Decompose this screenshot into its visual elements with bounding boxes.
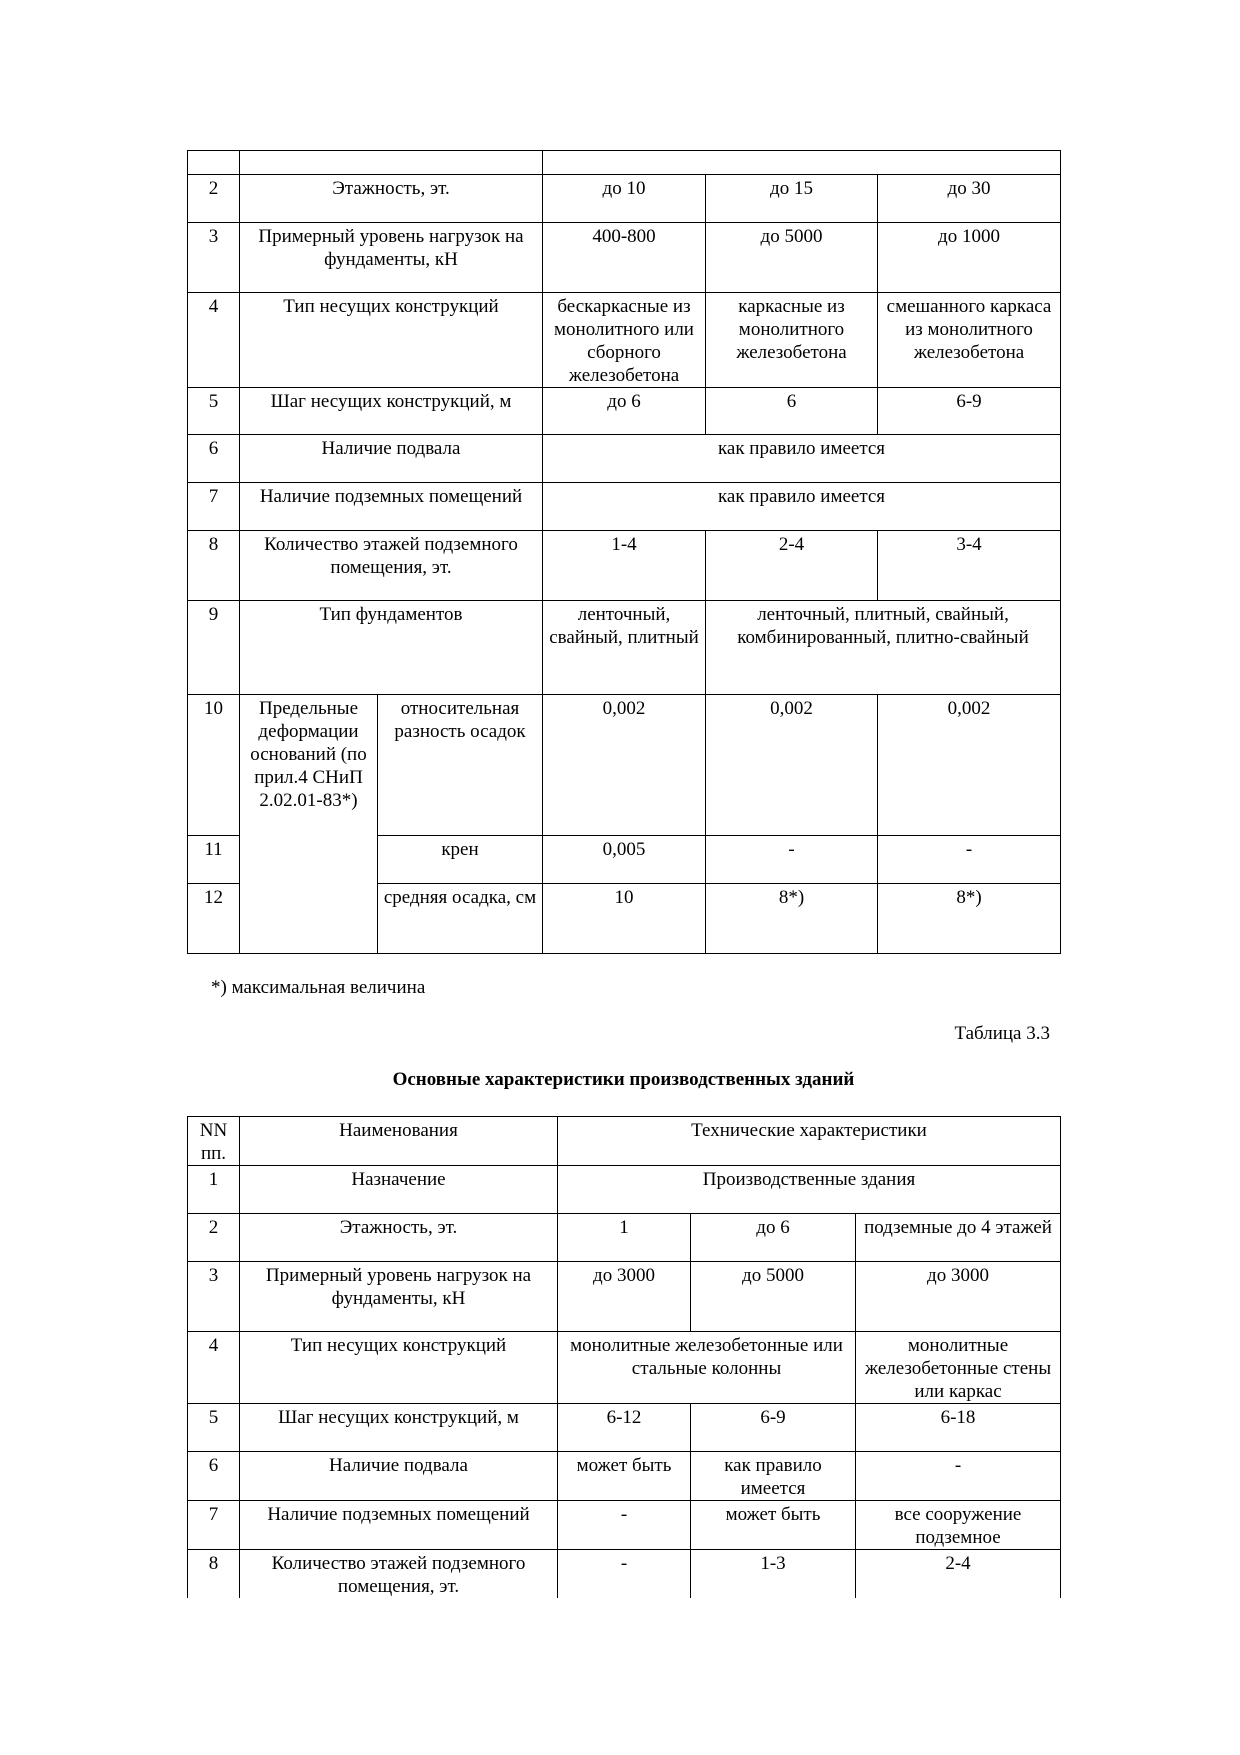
- table-cell: -: [558, 1501, 691, 1550]
- table-row: [188, 531, 1061, 601]
- table-row: [188, 1166, 1061, 1214]
- table-cell: [543, 151, 1061, 175]
- table-row: [188, 695, 1061, 836]
- table-row: [188, 293, 1061, 388]
- table-cell: до 15: [706, 175, 878, 223]
- table-cell: 1-3: [691, 1550, 856, 1599]
- table-cell: 2-4: [856, 1550, 1061, 1599]
- table-cell: может быть: [691, 1501, 856, 1550]
- table-cell: 8*): [878, 884, 1061, 954]
- table-cell: 0,002: [878, 695, 1061, 836]
- row-number: 1: [188, 1166, 240, 1214]
- industrial-buildings-table: [187, 1116, 1061, 1598]
- row-name: Шаг несущих конструкций, м: [240, 388, 543, 435]
- row-number: 2: [188, 1214, 240, 1262]
- table-cell: 8*): [706, 884, 878, 954]
- row-number: 7: [188, 1501, 240, 1550]
- building-characteristics-table: [187, 150, 1061, 954]
- table-cell: до 10: [543, 175, 706, 223]
- table-row: [188, 1214, 1061, 1262]
- table-cell: 3-4: [878, 531, 1061, 601]
- table-row: [188, 1452, 1061, 1501]
- row-number: 11: [188, 836, 240, 884]
- table-cell: [188, 151, 240, 175]
- table-cell: до 3000: [856, 1262, 1061, 1332]
- table-label: Таблица 3.3: [954, 1023, 1050, 1044]
- row-number: 3: [188, 1262, 240, 1332]
- table-cell: -: [706, 836, 878, 884]
- table-cell: все сооружение подземное: [856, 1501, 1061, 1550]
- row-number: 6: [188, 1452, 240, 1501]
- row-subname: относительная разность осадок: [378, 695, 543, 836]
- row-name: Количество этажей подземного помещения, эт.: [240, 531, 543, 601]
- table-title: Основные характеристики производственных зданий: [392, 1069, 855, 1090]
- table-cell: каркасные из монолитного железобетона: [706, 293, 878, 388]
- table-cell: 6: [706, 388, 878, 435]
- row-number: 5: [188, 388, 240, 435]
- table-cell: до 30: [878, 175, 1061, 223]
- table-cell: 2-4: [706, 531, 878, 601]
- row-name: Наличие подвала: [240, 435, 543, 483]
- row-name: Наличие подземных помещений: [240, 483, 543, 531]
- table-cell: до 5000: [691, 1262, 856, 1332]
- table-row: [188, 1332, 1061, 1404]
- table-cell: ленточный, свайный, плитный: [543, 601, 706, 695]
- table-cell: -: [878, 836, 1061, 884]
- table-cell: 1: [558, 1214, 691, 1262]
- row-number: 2: [188, 175, 240, 223]
- table-cell: 6-9: [878, 388, 1061, 435]
- row-number: 4: [188, 293, 240, 388]
- table-cell: -: [856, 1452, 1061, 1501]
- row-number: 5: [188, 1404, 240, 1452]
- table-cell: 1-4: [543, 531, 706, 601]
- row-name: Тип несущих конструкций: [240, 293, 543, 388]
- table-cell: 6-9: [691, 1404, 856, 1452]
- row-name: Тип несущих конструкций: [240, 1332, 558, 1404]
- table-cell: может быть: [558, 1452, 691, 1501]
- column-header: Технические характеристики: [558, 1117, 1061, 1166]
- row-name: Шаг несущих конструкций, м: [240, 1404, 558, 1452]
- table-cell: монолитные железобетонные стены или каркас: [856, 1332, 1061, 1404]
- table-row: [188, 435, 1061, 483]
- row-number: 9: [188, 601, 240, 695]
- row-name: Наличие подземных помещений: [240, 1501, 558, 1550]
- row-number: 10: [188, 695, 240, 836]
- table-cell: 0,002: [706, 695, 878, 836]
- row-name: Этажность, эт.: [240, 1214, 558, 1262]
- table-cell: до 3000: [558, 1262, 691, 1332]
- row-name: Назначение: [240, 1166, 558, 1214]
- table-cell: 10: [543, 884, 706, 954]
- table-header-row: [188, 1117, 1061, 1166]
- row-name: Примерный уровень нагрузок на фундаменты, кН: [240, 1262, 558, 1332]
- table-cell: 6-18: [856, 1404, 1061, 1452]
- table-row: [188, 388, 1061, 435]
- table-cell: смешанного каркаса из монолитного железобетона: [878, 293, 1061, 388]
- row-subname: крен: [378, 836, 543, 884]
- table-cell: монолитные железобетонные или стальные колонны: [558, 1332, 856, 1404]
- table-cell: -: [558, 1550, 691, 1599]
- table-row: [188, 175, 1061, 223]
- table-cell: 0,002: [543, 695, 706, 836]
- table-row: [188, 1501, 1061, 1550]
- table-cell: 400-800: [543, 223, 706, 293]
- column-header: NN пп.: [188, 1117, 240, 1166]
- row-group-name: Предельные деформации оснований (по прил.4 СНиП 2.02.01-83*): [240, 695, 378, 954]
- table-cell: [240, 151, 543, 175]
- table-row: [188, 1262, 1061, 1332]
- row-subname: средняя осадка, см: [378, 884, 543, 954]
- table-cell: 0,005: [543, 836, 706, 884]
- row-number: 3: [188, 223, 240, 293]
- table-row: [188, 483, 1061, 531]
- row-number: 4: [188, 1332, 240, 1404]
- row-name: Примерный уровень нагрузок на фундаменты, кН: [240, 223, 543, 293]
- row-name: Этажность, эт.: [240, 175, 543, 223]
- table-cell: до 6: [691, 1214, 856, 1262]
- table-row: [188, 1404, 1061, 1452]
- table-cell: бескаркасные из монолитного или сборного железобетона: [543, 293, 706, 388]
- table-cell: подземные до 4 этажей: [856, 1214, 1061, 1262]
- row-name: Тип фундаментов: [240, 601, 543, 695]
- table-row: [188, 151, 1061, 175]
- row-name: Количество этажей подземного помещения, эт.: [240, 1550, 558, 1599]
- table-cell: Производственные здания: [558, 1166, 1061, 1214]
- table-cell: как правило имеется: [691, 1452, 856, 1501]
- row-number: 6: [188, 435, 240, 483]
- column-header: Наименования: [240, 1117, 558, 1166]
- table-cell: до 1000: [878, 223, 1061, 293]
- table-cell: 6-12: [558, 1404, 691, 1452]
- row-number: 8: [188, 1550, 240, 1599]
- table-cell: ленточный, плитный, свайный, комбинированный, плитно-свайный: [706, 601, 1061, 695]
- table-cell: как правило имеется: [543, 483, 1061, 531]
- table-row: [188, 223, 1061, 293]
- footnote: *) максимальная величина: [211, 977, 426, 998]
- row-number: 12: [188, 884, 240, 954]
- table-row: [188, 601, 1061, 695]
- table-row: [188, 1550, 1061, 1599]
- table-cell: до 6: [543, 388, 706, 435]
- table-cell: как правило имеется: [543, 435, 1061, 483]
- row-name: Наличие подвала: [240, 1452, 558, 1501]
- row-number: 7: [188, 483, 240, 531]
- table-cell: до 5000: [706, 223, 878, 293]
- row-number: 8: [188, 531, 240, 601]
